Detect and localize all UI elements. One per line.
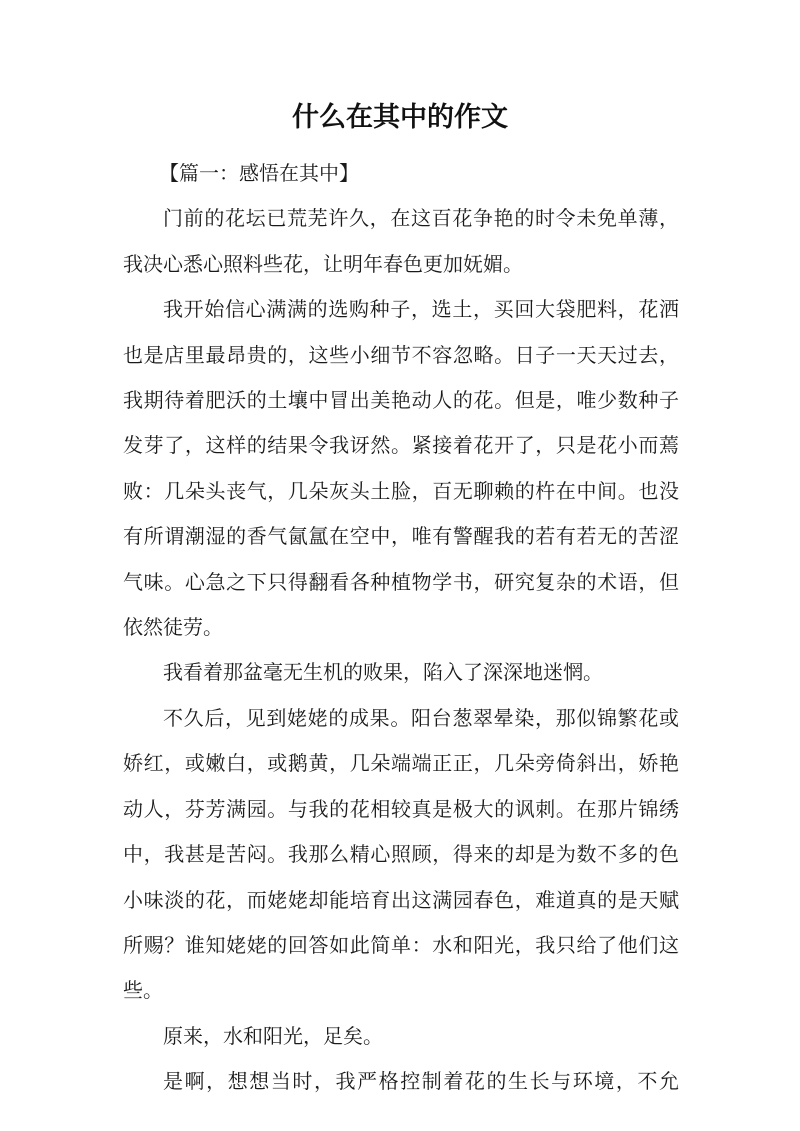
- document-title: 什么在其中的作文: [292, 102, 508, 133]
- paragraph: 门前的花坛已荒芜许久，在这百花争艳的时令未免单薄，我决心悉心照料些花，让明年春色更加妩媚。: [123, 206, 679, 276]
- paragraph: 是啊，想想当时，我严格控制着花的生长与环境，不允: [163, 1069, 679, 1094]
- section-heading: 【篇一：感悟在其中】: [159, 161, 359, 185]
- paragraph: 不久后，见到姥姥的成果。阳台葱翠晕染，那似锦繁花或娇红，或嫩白，或鹅黄，几朵端端正正，几朵旁倚斜出，娇艳动人，芬芳满园。与我的花相较真是极大的讽刺。在那片锦绣中，我甚是苦闷。我那么精心照顾，得来的却是为数不多的色小味淡的花，而姥姥却能培育出这满园春色，难道真的是天赋所赐？谁知姥姥的回答如此简单：水和阳光，我只给了他们这些。: [123, 705, 679, 1003]
- document-body: [123, 151, 679, 1105]
- paragraph: 原来，水和阳光，足矣。: [163, 1023, 383, 1048]
- paragraph: 我看着那盆毫无生机的败果，陷入了深深地迷惘。: [163, 660, 603, 685]
- paragraph: 我开始信心满满的选购种子，选土，买回大袋肥料，花洒也是店里最昂贵的，这些小细节不容忽略。日子一天天过去，我期待着肥沃的土壤中冒出美艳动人的花。但是，唯少数种子发芽了，这样的结果令我讶然。紧接着花开了，只是花小而蔫败：几朵头丧气，几朵灰头土脸，百无聊赖的杵在中间。也没有所谓潮湿的香气氤氲在空中，唯有警醒我的若有若无的苦涩气味。心急之下只得翻看各种植物学书，研究复杂的术语，但依然徒劳。: [123, 297, 679, 640]
